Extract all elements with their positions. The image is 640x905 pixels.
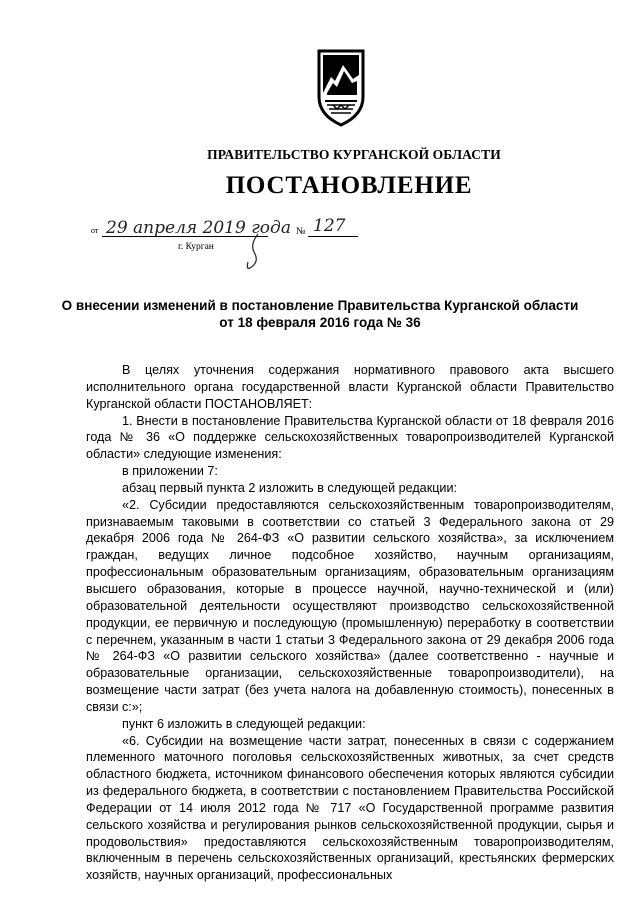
- paragraph-appendix: в приложении 7:: [122, 464, 218, 479]
- number-label: №: [296, 226, 306, 237]
- document-type-title: ПОСТАНОВЛЕНИЕ: [225, 172, 473, 199]
- paragraph-instruction-2: пункт 6 изложить в следующей редакции:: [122, 716, 366, 731]
- paragraph-instruction-1: абзац первый пункта 2 изложить в следующей редакции:: [122, 480, 457, 495]
- heading-line-1: О внесении изменений в постановление Правительства Курганской области: [61, 298, 579, 313]
- number-underline: [308, 236, 358, 237]
- handwritten-date: 29 апреля 2019 года: [106, 218, 291, 238]
- handwritten-number: 127: [313, 216, 346, 236]
- paragraph-preamble: В целях уточнения содержания нормативного правового акта высшего исполнительного органа государственной власти Курганской области Правительство Курганской области ПОСТАНОВЛЯЕТ:: [86, 363, 614, 411]
- document-heading: [40, 297, 600, 331]
- document-body: [86, 362, 614, 884]
- date-prefix: от: [91, 226, 99, 235]
- heading-line-2: от 18 февраля 2016 года № 36: [219, 315, 421, 330]
- paragraph-clause-2: «2. Субсидии предоставляются сельскохозяйственным товаропроизводителям, признаваемым таковыми в соответствии со статьей 3 Федерального закона от 29 декабря 2006 года № 264-ФЗ «О развитии сельского хозяйства», за исключением граждан, ведущих личное подсобное хозяйство, научным организациям, профессиональным образовательным организациям, образовательным организациям высшего образования, которые в процессе научной, научно-технической и (или) образовательной деятельности осуществляют производство сельскохозяйственной продукции, ее первичную и последующую (промышленную) переработку в соответствии с перечнем, указанным в части 1 статьи 3 Федерального закона от 29 декабря 2006 года № 264-ФЗ «О развитии сельского хозяйства» (далее соответственно - научные и образовательные организации, сельскохозяйственные товаропроизводители), на возмещение части затрат (без учета налога на добавленную стоимость), понесенных в связи с:»;: [86, 497, 614, 714]
- handwritten-flourish: [238, 232, 268, 272]
- paragraph-clause-6: «6. Субсидии на возмещение части затрат, понесенных в связи с содержанием племенного маточного поголовья сельскохозяйственных животных, за счет средств областного бюджета, источником финансового обеспечения которых являются субсидии из федерального бюджета, в соответствии с постановлением Правительства Российской Федерации от 14 июля 2012 года № 717 «О Государственной программе развития сельского хозяйства и регулирования рынков сельскохозяйственной продукции, сырья и продовольствия» предоставляются сельскохозяйственным товаропроизводителям, включенным в перечень сельскохозяйственных организаций, крестьянских фермерских хозяйств, научных организаций, профессиональных: [86, 733, 614, 883]
- government-name: ПРАВИТЕЛЬСТВО КУРГАНСКОЙ ОБЛАСТИ: [207, 147, 501, 162]
- kurgan-coat-of-arms-icon: [317, 49, 365, 127]
- city-label: г. Курган: [178, 242, 214, 252]
- paragraph-item-1: 1. Внести в постановление Правительства Курганской области от 18 февраля 2016 года № 36 «О поддержке сельскохозяйственных товаропроизводителей Курганской области» следующие изменения:: [86, 413, 614, 462]
